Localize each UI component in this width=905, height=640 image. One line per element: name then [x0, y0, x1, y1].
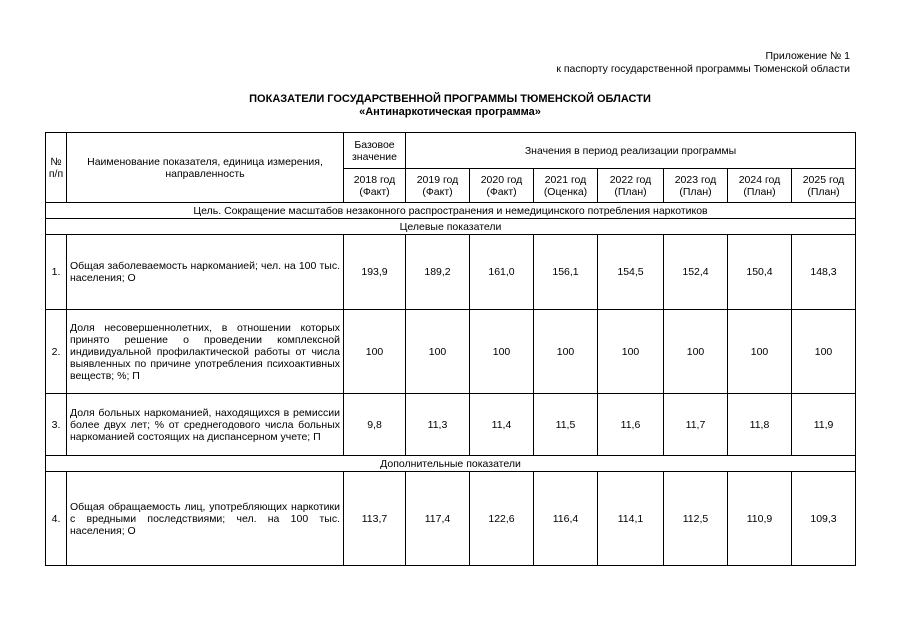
goal-text: Цель. Сокращение масштабов незаконного распространения и немедицинского потребления наркотиков	[46, 203, 856, 219]
value-cell: 113,7	[344, 472, 406, 566]
value-cell: 100	[534, 310, 598, 394]
value-cell: 161,0	[470, 235, 534, 310]
title-line-1: ПОКАЗАТЕЛИ ГОСУДАРСТВЕННОЙ ПРОГРАММЫ ТЮМЕНСКОЙ ОБЛАСТИ	[249, 93, 651, 105]
header-row-1	[46, 133, 856, 169]
document-title	[45, 93, 855, 119]
value-cell: 100	[344, 310, 406, 394]
value-cell: 11,4	[470, 394, 534, 456]
table-row	[46, 235, 856, 310]
value-cell: 11,5	[534, 394, 598, 456]
title-line-2: «Антинаркотическая программа»	[359, 106, 541, 118]
section-row	[46, 456, 856, 472]
value-cell: 11,9	[792, 394, 856, 456]
value-cell: 152,4	[664, 235, 728, 310]
value-cell: 109,3	[792, 472, 856, 566]
indicator-name: Общая обращаемость лиц, употребляющих наркотики с вредными последствиями; чел. на 100 тыс. населения; О	[67, 472, 344, 566]
header-name: Наименование показателя, единица измерения, направленность	[67, 133, 344, 203]
header-year: 2022 год (План)	[598, 169, 664, 203]
annex-note	[556, 50, 850, 76]
value-cell: 117,4	[406, 472, 470, 566]
value-cell: 114,1	[598, 472, 664, 566]
section-target-label: Целевые показатели	[46, 219, 856, 235]
annex-line-1: Приложение № 1	[765, 50, 850, 62]
header-year: 2023 год (План)	[664, 169, 728, 203]
value-cell: 154,5	[598, 235, 664, 310]
row-number: 1.	[46, 235, 67, 310]
table-row	[46, 472, 856, 566]
section-row	[46, 219, 856, 235]
value-cell: 9,8	[344, 394, 406, 456]
value-cell: 148,3	[792, 235, 856, 310]
header-year: 2025 год (План)	[792, 169, 856, 203]
value-cell: 156,1	[534, 235, 598, 310]
value-cell: 110,9	[728, 472, 792, 566]
value-cell: 100	[664, 310, 728, 394]
value-cell: 100	[792, 310, 856, 394]
header-year: 2021 год (Оценка)	[534, 169, 598, 203]
value-cell: 100	[598, 310, 664, 394]
header-year: 2018 год (Факт)	[344, 169, 406, 203]
value-cell: 100	[406, 310, 470, 394]
indicators-table	[45, 132, 856, 566]
header-year: 2019 год (Факт)	[406, 169, 470, 203]
value-cell: 100	[470, 310, 534, 394]
header-period: Значения в период реализации программы	[406, 133, 856, 169]
value-cell: 11,8	[728, 394, 792, 456]
value-cell: 112,5	[664, 472, 728, 566]
header-num: № п/п	[46, 133, 67, 203]
value-cell: 11,7	[664, 394, 728, 456]
value-cell: 11,3	[406, 394, 470, 456]
header-year: 2024 год (План)	[728, 169, 792, 203]
table-row	[46, 310, 856, 394]
row-number: 4.	[46, 472, 67, 566]
value-cell: 193,9	[344, 235, 406, 310]
goal-row	[46, 203, 856, 219]
header-base: Базовое значение	[344, 133, 406, 169]
value-cell: 11,6	[598, 394, 664, 456]
value-cell: 122,6	[470, 472, 534, 566]
value-cell: 189,2	[406, 235, 470, 310]
indicator-name: Доля несовершеннолетних, в отношении которых принято решение о проведении комплексной индивидуальной профилактической работы от числа выявленных по причине употребления психоактивных веществ; %; П	[67, 310, 344, 394]
header-year: 2020 год (Факт)	[470, 169, 534, 203]
table-row	[46, 394, 856, 456]
value-cell: 150,4	[728, 235, 792, 310]
annex-line-2: к паспорту государственной программы Тюменской области	[556, 63, 850, 75]
indicator-name: Общая заболеваемость наркоманией; чел. на 100 тыс. населения; О	[67, 235, 344, 310]
section-additional-label: Дополнительные показатели	[46, 456, 856, 472]
value-cell: 116,4	[534, 472, 598, 566]
row-number: 2.	[46, 310, 67, 394]
indicator-name: Доля больных наркоманией, находящихся в ремиссии более двух лет; % от среднегодового числа больных наркоманией состоящих на диспансерном учете; П	[67, 394, 344, 456]
row-number: 3.	[46, 394, 67, 456]
value-cell: 100	[728, 310, 792, 394]
